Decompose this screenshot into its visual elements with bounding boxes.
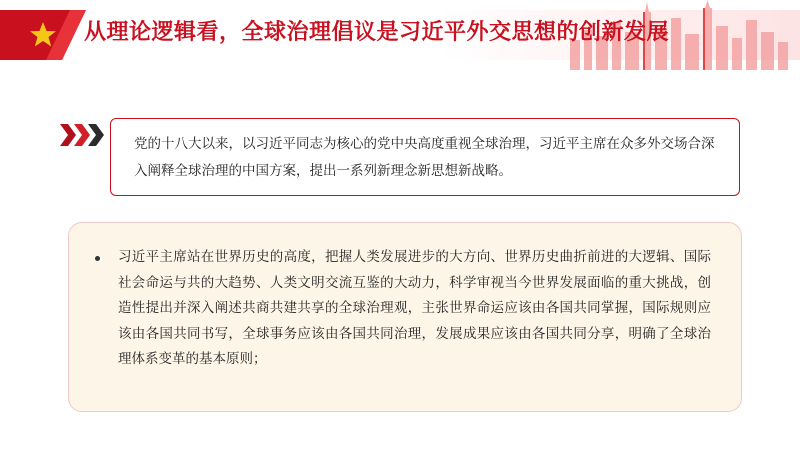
header [0,0,800,70]
quote-text: 党的十八大以来，以习近平同志为核心的党中央高度重视全球治理，习近平主席在众多外交场合深入阐释全球治理的中国方案，提出一系列新理念新思想新战略。 [134,136,715,179]
list-item: 习近平主席站在世界历史的高度，把握人类发展进步的大方向、世界历史曲折前进的大逻辑、国际社会命运与共的大趋势、人类文明交流互鉴的大动力，科学审视当今世界发展面临的重大挑战，创造性提出并深入阐述共商共建共享的全球治理观，主张世界命运应该由各国共同掌握，国际规则应该由各国共同书写，全球事务应该由各国共同治理，发展成果应该由各国共同分享，明确了全球治理体系变革的基本原则； [118,249,711,367]
page-title: 从理论逻辑看，全球治理倡议是习近平外交思想的创新发展 [84,20,670,45]
star-icon [28,20,58,50]
bullet-dot [95,256,100,261]
quote-box [110,118,740,196]
chevron-right-icon [60,122,106,148]
content-box [68,222,742,412]
